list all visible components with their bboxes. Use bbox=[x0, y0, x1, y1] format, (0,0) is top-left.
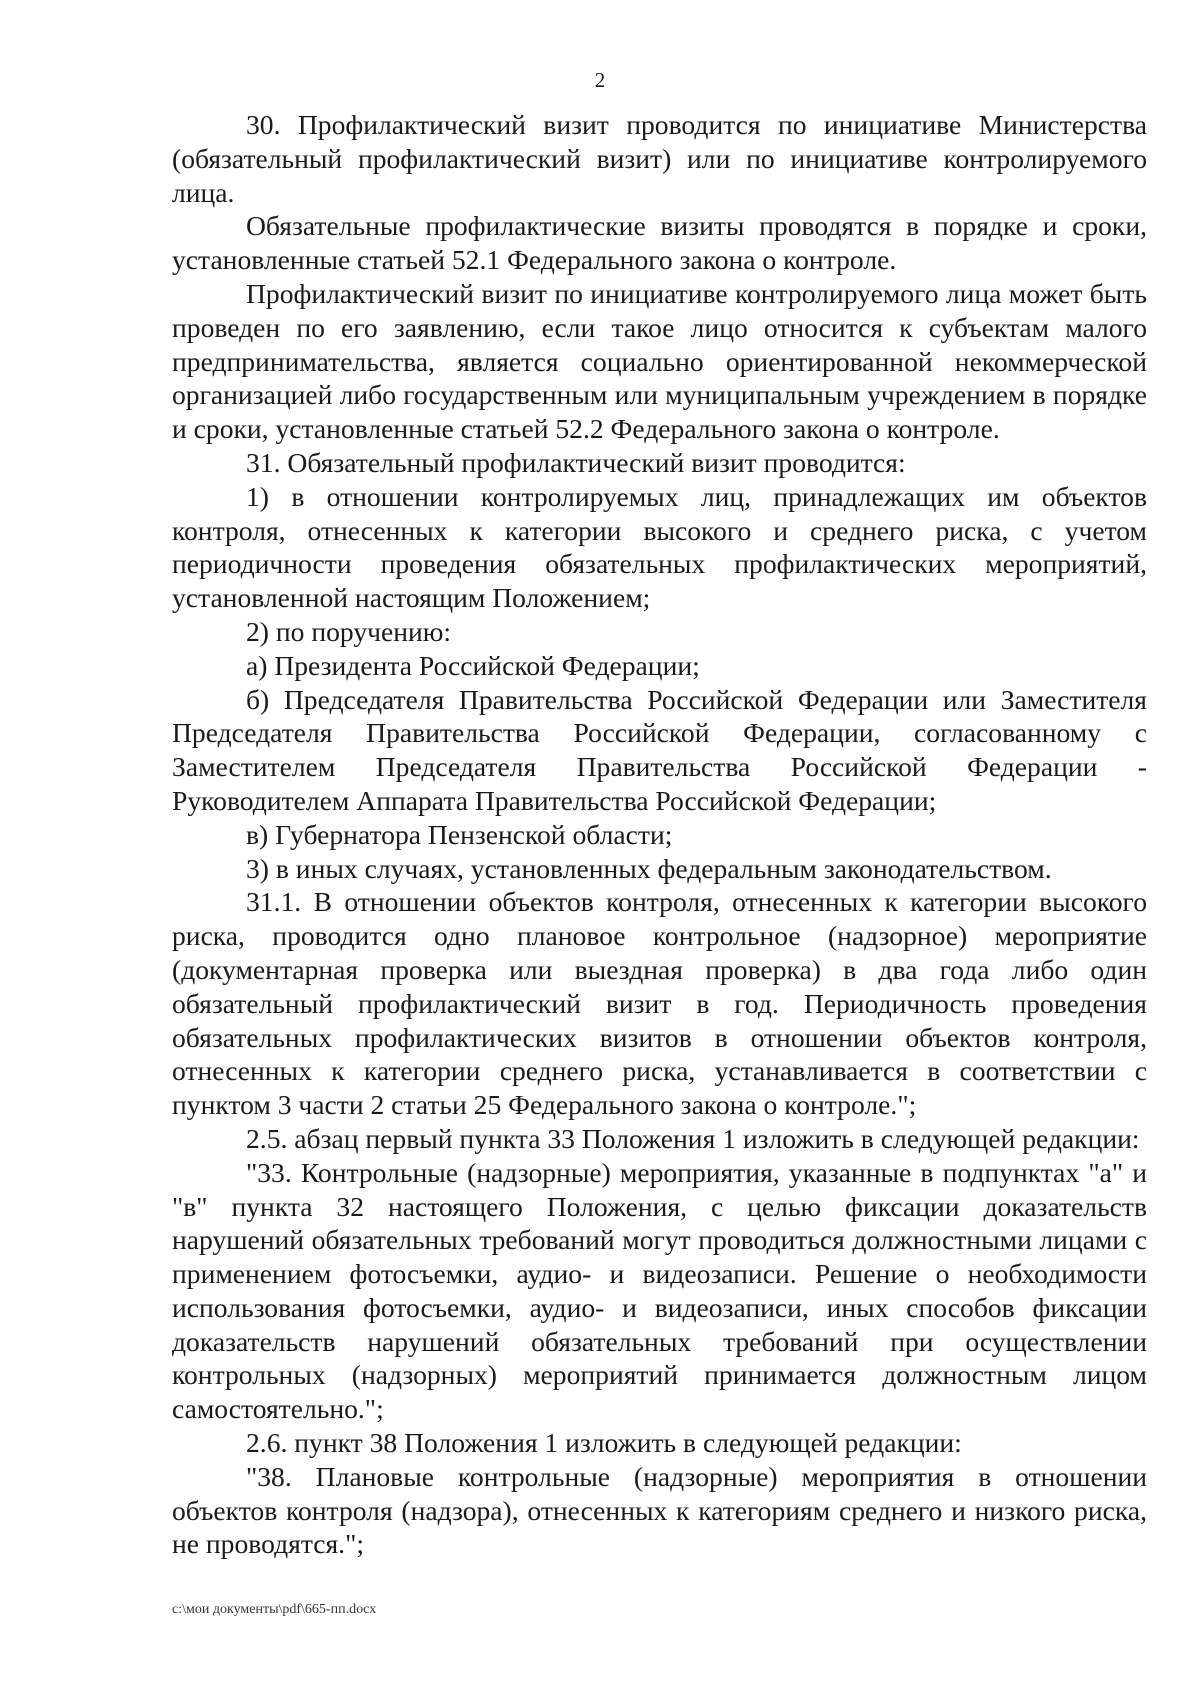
paragraph-31-item-2: 2) по поручению: bbox=[246, 615, 452, 647]
paragraph-31-item-3: 3) в иных случаях, установленных федеральным законодательством. bbox=[246, 852, 1052, 884]
paragraph-31-item-2a: а) Президента Российской Федерации; bbox=[246, 649, 700, 681]
paragraph-31-1: 31.1. В отношении объектов контроля, отнесенных к категории высокого риска, проводится одно плановое контрольное (надзорное) мероприятие (документарная проверка или выездная проверка) в два года либо один обязательный профилактический визит в год. Периодичность проведения обязательных профилактических визитов в отношении объектов контроля, отнесенных к категории среднего риска, устанавливается в соответствии с пунктом 3 части 2 статьи 25 Федерального закона о контроле."; bbox=[172, 886, 1147, 1121]
paragraph-38: "38. Плановые контрольные (надзорные) мероприятия в отношении объектов контроля (надзора), отнесенных к категориям среднего и низкого риска, не проводятся."; bbox=[172, 1460, 1147, 1560]
paragraph-mandatory-visits: Обязательные профилактические визиты проводятся в порядке и сроки, установленные статьей 52.1 Федерального закона о контроле. bbox=[172, 210, 1147, 276]
paragraph-visit-on-request: Профилактический визит по инициативе контролируемого лица может быть проведен по его заявлению, если такое лицо относится к субъектам малого предпринимательства, является социально ориентированной некоммерческой организацией либо государственным или муниципальным учреждением в порядке и сроки, установленные статьей 52.2 Федерального закона о контроле. bbox=[172, 277, 1147, 445]
paragraph-31: 31. Обязательный профилактический визит проводится: bbox=[246, 446, 906, 478]
paragraph-31-item-1: 1) в отношении контролируемых лиц, принадлежащих им объектов контроля, отнесенных к категории высокого и среднего риска, с учетом периодичности проведения обязательных профилактических мероприятий, установленной настоящим Положением; bbox=[172, 480, 1147, 614]
paragraph-30: 30. Профилактический визит проводится по инициативе Министерства (обязательный профилактический визит) или по инициативе контролируемого лица. bbox=[172, 109, 1147, 208]
page-number: 2 bbox=[594, 68, 606, 92]
paragraph-2-5: 2.5. абзац первый пункта 33 Положения 1 изложить в следующей редакции: bbox=[246, 1122, 1140, 1154]
paragraph-31-item-2b: б) Председателя Правительства Российской Федерации или Заместителя Председателя Правительства Российской Федерации, согласованному с Заместителем Председателя Правительства Российской Федерации - Руководителем Аппарата Правительства Российской Федерации; bbox=[172, 683, 1147, 816]
footer-file-path: c:\мои документы\pdf\665-пп.docx bbox=[172, 1602, 377, 1617]
document-body bbox=[172, 108, 1147, 1561]
paragraph-33: "33. Контрольные (надзорные) мероприятия, указанные в подпунктах "а" и "в" пункта 32 настоящего Положения, с целью фиксации доказательств нарушений обязательных требований могут проводиться должностными лицами с применением фотосъемки, аудио- и видеозаписи. Решение о необходимости использования фотосъемки, аудио- и видеозаписи, иных способов фиксации доказательств нарушений обязательных требований при осуществлении контрольных (надзорных) мероприятий принимается должностным лицом самостоятельно."; bbox=[172, 1156, 1147, 1425]
paragraph-31-item-2v: в) Губернатора Пензенской области; bbox=[246, 818, 673, 850]
paragraph-2-6: 2.6. пункт 38 Положения 1 изложить в следующей редакции: bbox=[246, 1427, 962, 1459]
